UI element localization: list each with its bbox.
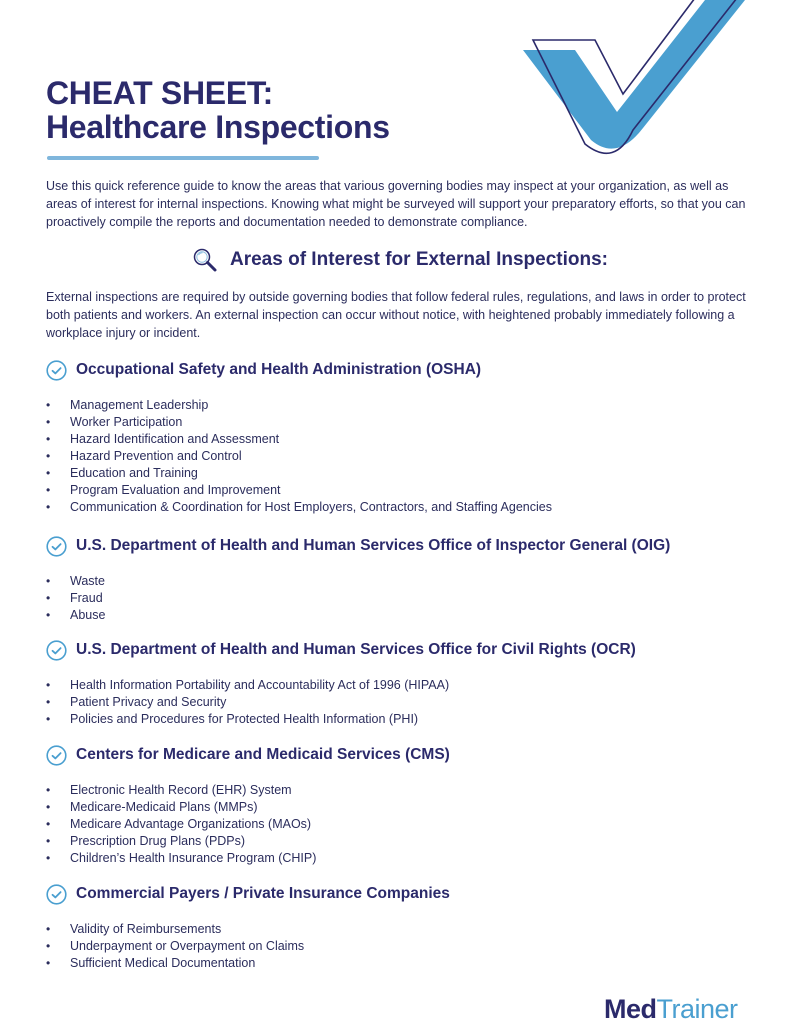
list-item: • Hazard Identification and Assessment (46, 431, 766, 448)
circle-check-icon (46, 536, 67, 557)
group-osha (46, 359, 766, 516)
list-item: • Program Evaluation and Improvement (46, 482, 766, 499)
list-item: • Patient Privacy and Security (46, 694, 766, 711)
group-title: Occupational Safety and Health Administration (OSHA) (76, 361, 482, 378)
circle-check-icon (46, 745, 67, 766)
list-item: • Abuse (46, 607, 766, 624)
group-header (46, 535, 766, 557)
external-section-heading (0, 247, 800, 273)
item-list (46, 921, 766, 972)
list-item: • Children’s Health Insurance Program (CHIP) (46, 850, 766, 867)
group-ocr (46, 639, 766, 728)
group-cms (46, 744, 766, 867)
group-header (46, 639, 766, 661)
list-item: • Management Leadership (46, 397, 766, 414)
circle-check-icon (46, 360, 67, 381)
circle-check-icon (46, 884, 67, 905)
medtrainer-logo (604, 994, 738, 1028)
list-item: • Fraud (46, 590, 766, 607)
intro-paragraph: Use this quick reference guide to know the areas that various governing bodies may inspect at your organization, as well as areas of interest for internal inspections. Knowing what might be surveyed will support your preparatory efforts, so that you can proactively compile the reports and documentation needed to demonstrate compliance. (46, 179, 746, 229)
group-title: Commercial Payers / Private Insurance Companies (76, 885, 450, 902)
magnifier-icon (192, 247, 218, 273)
group-title: U.S. Department of Health and Human Services Office for Civil Rights (OCR) (76, 641, 636, 658)
logo-part-trainer: Trainer (656, 994, 738, 1024)
page-title (46, 76, 390, 144)
external-description: External inspections are required by outside governing bodies that follow federal rules, regulations, and laws in order to protect both patients and workers. An external inspection can occur without notice, with heightened probably immediately following a workplace injury or incident. (46, 290, 746, 340)
external-heading-text: Areas of Interest for External Inspections: (230, 249, 608, 270)
list-item: • Underpayment or Overpayment on Claims (46, 938, 766, 955)
circle-check-icon (46, 640, 67, 661)
title-underline (47, 156, 319, 160)
item-list (46, 397, 766, 516)
item-list (46, 677, 766, 728)
group-header (46, 883, 766, 905)
list-item: • Medicare Advantage Organizations (MAOs) (46, 816, 766, 833)
list-item: • Prescription Drug Plans (PDPs) (46, 833, 766, 850)
logo-part-med: Med (604, 994, 657, 1024)
group-oig (46, 535, 766, 624)
group-header (46, 744, 766, 766)
list-item: • Health Information Portability and Accountability Act of 1996 (HIPAA) (46, 677, 766, 694)
group-header (46, 359, 766, 381)
group-commercial-payers (46, 883, 766, 972)
list-item: • Hazard Prevention and Control (46, 448, 766, 465)
list-item: • Policies and Procedures for Protected Health Information (PHI) (46, 711, 766, 728)
item-list (46, 573, 766, 624)
list-item: • Worker Participation (46, 414, 766, 431)
checkmark-graphic (515, 0, 745, 165)
list-item: • Waste (46, 573, 766, 590)
item-list (46, 782, 766, 867)
group-title: U.S. Department of Health and Human Services Office of Inspector General (OIG) (76, 537, 671, 554)
list-item: • Communication & Coordination for Host Employers, Contractors, and Staffing Agencies (46, 499, 766, 516)
title-line-1: CHEAT SHEET: (46, 75, 273, 111)
group-title: Centers for Medicare and Medicaid Services (CMS) (76, 746, 450, 763)
title-line-2: Healthcare Inspections (46, 109, 390, 145)
list-item: • Validity of Reimbursements (46, 921, 766, 938)
list-item: • Electronic Health Record (EHR) System (46, 782, 766, 799)
list-item: • Education and Training (46, 465, 766, 482)
list-item: • Medicare-Medicaid Plans (MMPs) (46, 799, 766, 816)
list-item: • Sufficient Medical Documentation (46, 955, 766, 972)
